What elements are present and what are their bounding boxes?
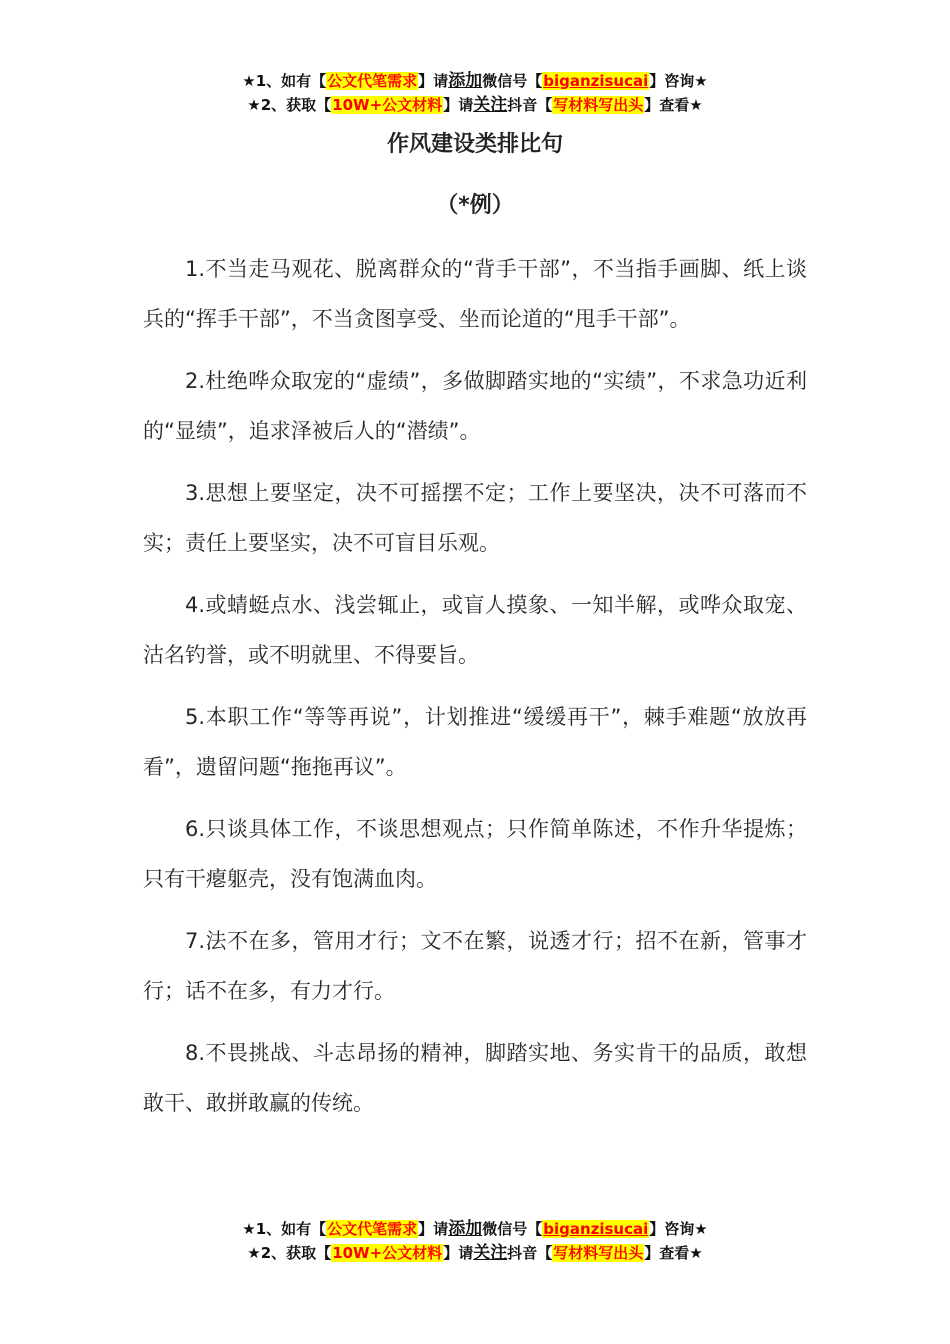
footer-notice-line-1: ★1、如有【公文代笔需求】请添加微信号【biganzisucai】咨询★ [242,1219,708,1239]
paragraph-7: 7.法不在多，管用才行；文不在繁，说透才行；招不在新，管事才行；话不在多，有力才行。 [143,929,807,1003]
footer-notice-line-2: ★2、获取【10W+公文材料】请关注抖音【写材料写出头】查看★ [247,1243,703,1263]
douyin-name: 写材料写出头 [553,96,644,114]
paragraph-4: 4.或蜻蜓点水、浅尝辄止，或盲人摸象、一知半解，或哗众取宠、沽名钓誉，或不明就里、不得要旨。 [143,593,807,667]
header-notice-line-1: ★1、如有【公文代笔需求】请添加微信号【biganzisucai】咨询★ [242,71,708,91]
star-icon: ★ [247,1244,261,1262]
document-body [143,244,807,1140]
douyin-name: 写材料写出头 [553,1244,644,1262]
paragraph-6: 6.只谈具体工作，不谈思想观点；只作简单陈述，不作升华提炼；只有干瘪躯壳，没有饱满血肉。 [143,817,807,891]
paragraph-3: 3.思想上要坚定，决不可摇摆不定；工作上要坚决，决不可落而不实；责任上要坚实，决不可盲目乐观。 [143,481,807,555]
document-title: 作风建设类排比句 [386,132,563,157]
document-subtitle: （*例） [436,193,514,218]
paragraph-8: 8.不畏挑战、斗志昂扬的精神，脚踏实地、务实肯干的品质，敢想敢干、敢拼敢赢的传统。 [143,1041,807,1115]
highlight-ghostwriting: 公文代笔需求 [327,1220,418,1238]
star-icon: ★ [242,72,256,90]
paragraph-2: 2.杜绝哗众取宠的“虚绩”，多做脚踏实地的“实绩”，不求急功近利的“显绩”，追求泽被后人的“潜绩”。 [143,369,807,443]
wechat-id-link[interactable]: biganzisucai [543,1220,649,1238]
star-icon: ★ [242,1220,256,1238]
highlight-materials: 10W+公文材料 [332,96,443,114]
header-notice [0,69,950,117]
star-icon: ★ [689,1244,703,1262]
highlight-ghostwriting: 公文代笔需求 [327,72,418,90]
header-notice-line-2: ★2、获取【10W+公文材料】请关注抖音【写材料写出头】查看★ [247,95,703,115]
star-icon: ★ [694,1220,708,1238]
star-icon: ★ [694,72,708,90]
wechat-id-link[interactable]: biganzisucai [543,72,649,90]
paragraph-1: 1.不当走马观花、脱离群众的“背手干部”，不当指手画脚、纸上谈兵的“挥手干部”，不当贪图享受、坐而论道的“甩手干部”。 [143,257,807,331]
star-icon: ★ [689,96,703,114]
star-icon: ★ [247,96,261,114]
paragraph-5: 5.本职工作“等等再说”，计划推进“缓缓再干”，棘手难题“放放再看”，遗留问题“拖拖再议”。 [143,705,807,779]
highlight-materials: 10W+公文材料 [332,1244,443,1262]
footer-notice [0,1217,950,1265]
